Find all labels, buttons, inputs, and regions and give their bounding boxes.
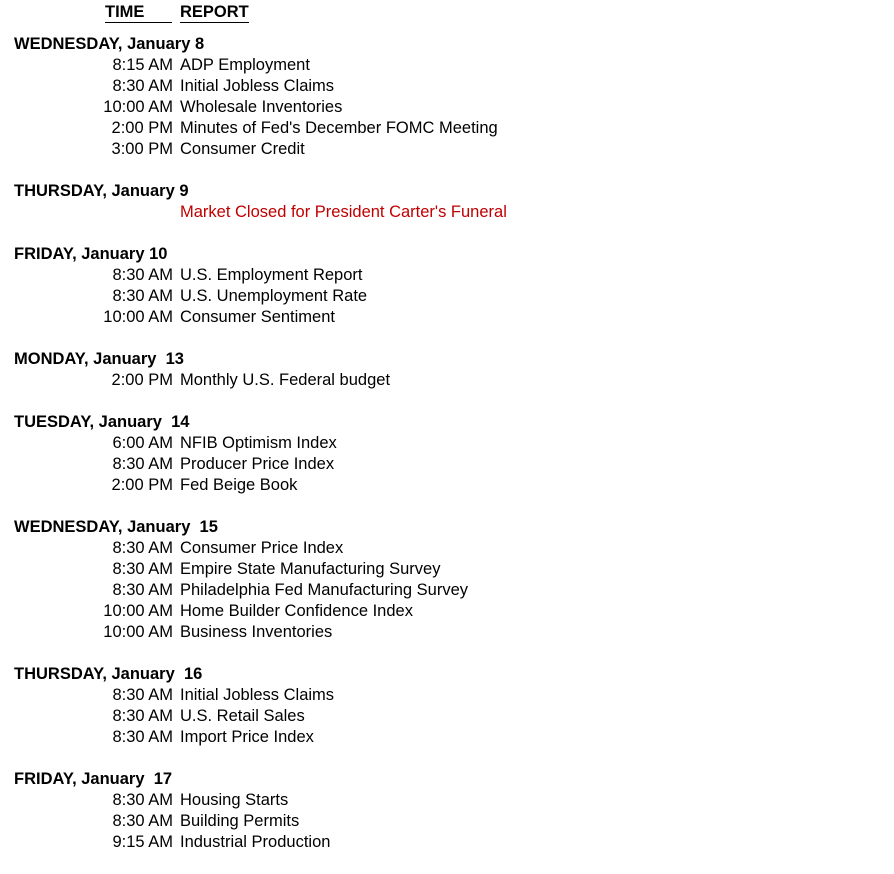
- event-report: Philadelphia Fed Manufacturing Survey: [180, 581, 469, 599]
- event-row: [14, 811, 874, 832]
- event-report: U.S. Employment Report: [180, 266, 363, 284]
- event-time: 8:15 AM: [112, 56, 173, 74]
- day-section: [14, 769, 874, 853]
- day-section: [14, 517, 874, 643]
- event-report: Home Builder Confidence Index: [180, 602, 413, 620]
- event-row: [14, 370, 874, 391]
- event-time: 2:00 PM: [111, 371, 173, 389]
- event-row: [14, 727, 874, 748]
- event-report: Housing Starts: [180, 791, 289, 809]
- event-report: Fed Beige Book: [180, 476, 298, 494]
- event-time: 8:30 AM: [112, 686, 173, 704]
- day-title: WEDNESDAY, January 15: [14, 518, 218, 536]
- event-time: 8:30 AM: [112, 581, 173, 599]
- event-row: [14, 454, 874, 475]
- event-row: [14, 118, 874, 139]
- event-row: [14, 706, 874, 727]
- event-time: 8:30 AM: [112, 707, 173, 725]
- event-row: [14, 601, 874, 622]
- event-report: Monthly U.S. Federal budget: [180, 371, 391, 389]
- day-title: TUESDAY, January 14: [14, 413, 190, 431]
- report-column-header: REPORT: [180, 3, 249, 21]
- event-report: Empire State Manufacturing Survey: [180, 560, 441, 578]
- event-report: Building Permits: [180, 812, 300, 830]
- event-row: [14, 76, 874, 97]
- day-title: THURSDAY, January 9: [14, 182, 189, 200]
- event-report: Wholesale Inventories: [180, 98, 343, 116]
- event-row: [14, 790, 874, 811]
- event-time: 8:30 AM: [112, 791, 173, 809]
- event-row: [14, 622, 874, 643]
- event-row: [14, 97, 874, 118]
- event-time: 8:30 AM: [112, 287, 173, 305]
- event-time: 8:30 AM: [112, 560, 173, 578]
- event-row: [14, 580, 874, 601]
- day-title: THURSDAY, January 16: [14, 665, 203, 683]
- event-time: 9:15 AM: [112, 833, 173, 851]
- event-report: Industrial Production: [180, 833, 331, 851]
- day-title: MONDAY, January 13: [14, 350, 184, 368]
- event-report: U.S. Retail Sales: [180, 707, 305, 725]
- day-title: FRIDAY, January 17: [14, 770, 173, 788]
- event-time: 8:30 AM: [112, 539, 173, 557]
- economic-calendar: [14, 34, 874, 874]
- day-section: [14, 412, 874, 496]
- event-row: [14, 685, 874, 706]
- event-row: [14, 538, 874, 559]
- event-report: Producer Price Index: [180, 455, 335, 473]
- day-section: [14, 244, 874, 328]
- event-report: Business Inventories: [180, 623, 333, 641]
- event-report: Minutes of Fed's December FOMC Meeting: [180, 119, 498, 137]
- event-row: [14, 559, 874, 580]
- day-section: [14, 664, 874, 748]
- event-time: 6:00 AM: [112, 434, 173, 452]
- event-time: 3:00 PM: [111, 140, 173, 158]
- event-report: Consumer Price Index: [180, 539, 344, 557]
- event-report: Import Price Index: [180, 728, 314, 746]
- event-row: [14, 307, 874, 328]
- event-row: [14, 433, 874, 454]
- event-time: 10:00 AM: [103, 623, 173, 641]
- event-time: 2:00 PM: [111, 476, 173, 494]
- event-report: Consumer Sentiment: [180, 308, 335, 326]
- market-closed-notice: Market Closed for President Carter's Funeral: [180, 203, 507, 221]
- time-column-header: TIME: [105, 3, 172, 23]
- day-section: [14, 34, 874, 160]
- event-report: Initial Jobless Claims: [180, 686, 335, 704]
- event-time: 8:30 AM: [112, 728, 173, 746]
- event-report: ADP Employment: [180, 56, 310, 74]
- event-report: Initial Jobless Claims: [180, 77, 335, 95]
- event-time: 8:30 AM: [112, 77, 173, 95]
- event-report: NFIB Optimism Index: [180, 434, 337, 452]
- event-row: [14, 832, 874, 853]
- event-row: [14, 475, 874, 496]
- event-row: [14, 265, 874, 286]
- day-title: WEDNESDAY, January 8: [14, 35, 205, 53]
- event-time: 8:30 AM: [112, 266, 173, 284]
- market-notice-row: [14, 202, 874, 223]
- event-row: [14, 139, 874, 160]
- event-time: 8:30 AM: [112, 812, 173, 830]
- day-title: FRIDAY, January 10: [14, 245, 168, 263]
- day-section: [14, 181, 874, 223]
- event-time: 8:30 AM: [112, 455, 173, 473]
- event-time: 10:00 AM: [103, 308, 173, 326]
- event-time: 2:00 PM: [111, 119, 173, 137]
- event-report: Consumer Credit: [180, 140, 305, 158]
- event-row: [14, 55, 874, 76]
- event-time: 10:00 AM: [103, 602, 173, 620]
- event-time: 10:00 AM: [103, 98, 173, 116]
- day-section: [14, 349, 874, 391]
- event-report: U.S. Unemployment Rate: [180, 287, 368, 305]
- event-row: [14, 286, 874, 307]
- column-header: [0, 3, 600, 24]
